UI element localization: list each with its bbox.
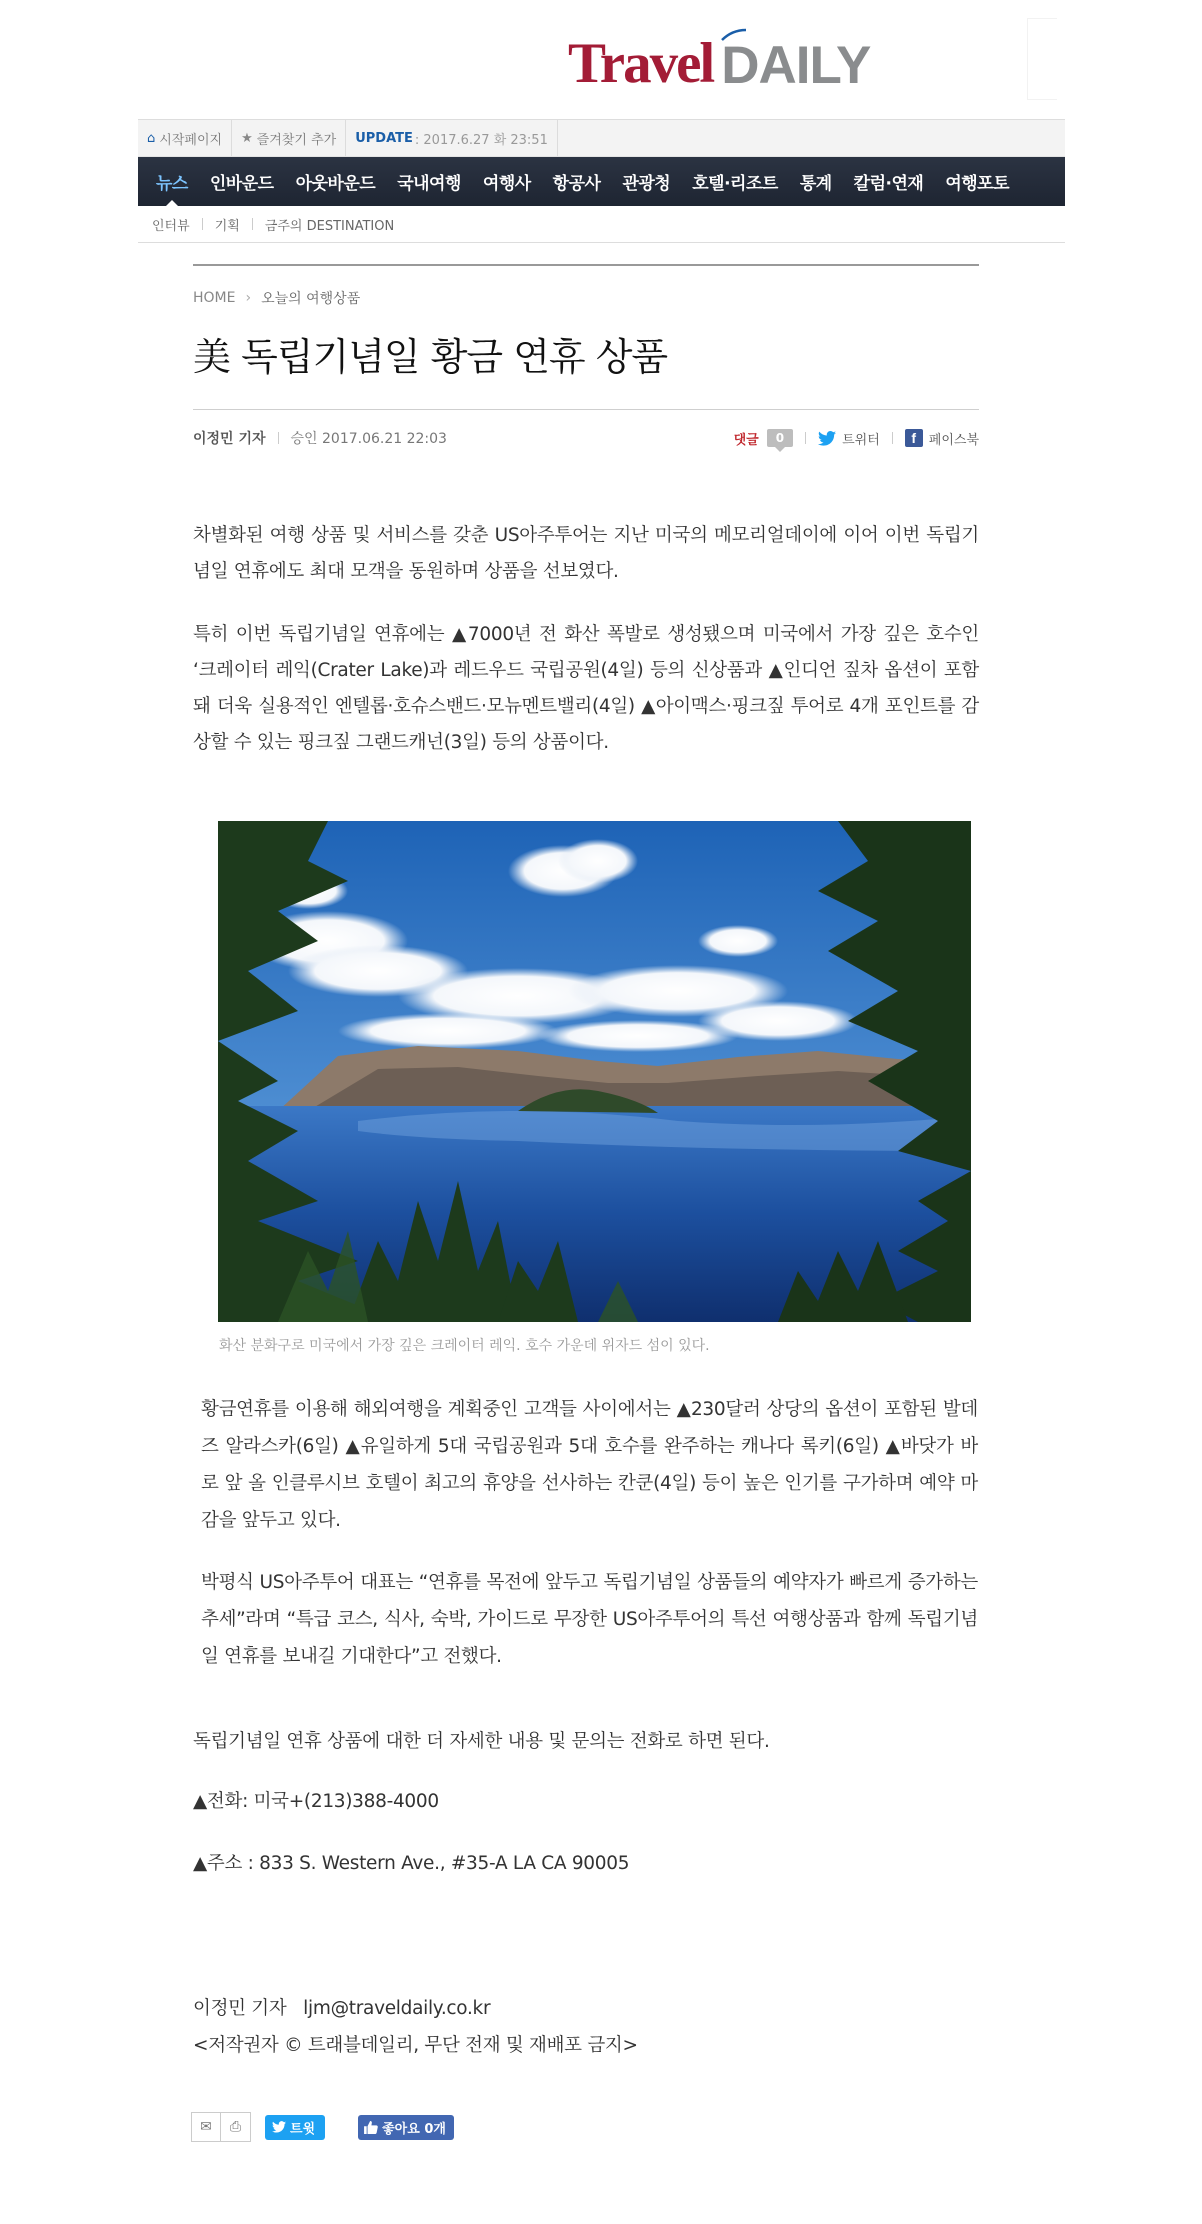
nav-item-inbound[interactable]: 인바운드	[209, 174, 274, 194]
logo-travel-text: Travel	[568, 32, 714, 95]
subnav-divider	[252, 218, 253, 230]
nav-item-outbound[interactable]: 아웃바운드	[295, 174, 376, 194]
subnav-item-feature[interactable]: 기획	[214, 218, 240, 234]
article-paragraph-5: 독립기념일 연휴 상품에 대한 더 자세한 내용 및 문의는 전화로 하면 된다.	[193, 1731, 770, 1752]
update-value: : 2017.6.27 화 23:51	[414, 132, 548, 148]
start-page-label: 시작페이지	[159, 132, 223, 148]
tweet-button[interactable]	[265, 2115, 325, 2140]
nav-item-news[interactable]: 뉴스	[145, 157, 199, 206]
article-meta	[193, 428, 447, 448]
breadcrumb	[193, 288, 360, 308]
article-paragraph-2: 특히 이번 독립기념일 연휴에는 ▲7000년 전 화산 폭발로 생성됐으며 미국에서 가장 깊은 호수인 ‘크레이터 레익(Crater Lake)과 레드우드 국립공원(4일) 등의 신상품과 ▲인디언 짚차 옵션이 포함돼 더욱 실용적인 엔텔롭·호슈스밴드·모뉴멘트밸리(4일) ▲아이맥스·핑크짚 투어로 4개 포인트를 감상할 수 있는 핑크짚 그랜드캐넌(3일) 등의 상품이다.	[193, 624, 979, 753]
chevron-right-icon: ›	[245, 290, 252, 306]
twitter-share-link[interactable]	[818, 429, 880, 448]
byline: 이정민 기자 ljm@traveldaily.co.kr	[193, 1998, 491, 2019]
nav-item-statistics[interactable]: 통계	[799, 174, 832, 194]
main-nav	[138, 157, 1065, 206]
facebook-label: 페이스북	[928, 432, 979, 448]
email-icon: ✉	[200, 2119, 212, 2135]
facebook-share-link[interactable]	[905, 429, 979, 448]
twitter-label: 트위터	[842, 432, 880, 448]
comment-count-badge: 0	[767, 429, 793, 447]
facebook-icon: f	[905, 429, 923, 447]
nav-item-travel-photo[interactable]: 여행포토	[945, 174, 1010, 194]
star-icon: ★	[241, 130, 253, 146]
nav-item-column[interactable]: 칼럼·연재	[853, 174, 924, 194]
nav-item-airline[interactable]: 항공사	[552, 174, 601, 194]
twitter-bird-icon	[272, 2121, 286, 2133]
breadcrumb-category[interactable]: 오늘의 여행상품	[261, 291, 361, 307]
thumbs-up-icon	[364, 2121, 378, 2134]
share-divider	[892, 432, 893, 444]
start-page-link[interactable]	[138, 120, 232, 156]
share-divider	[805, 432, 806, 444]
sub-nav	[138, 206, 1065, 243]
bookmark-label: 즐겨찾기 추가	[256, 132, 337, 148]
twitter-icon	[818, 431, 836, 446]
contact-address: ▲주소 : 833 S. Western Ave., #35-A LA CA 90005	[193, 1853, 630, 1874]
nav-item-tourism-board[interactable]: 관광청	[622, 174, 671, 194]
article-title: 美 독립기념일 황금 연휴 상품	[193, 335, 668, 379]
site-logo[interactable]	[568, 28, 871, 95]
nav-item-hotel-resort[interactable]: 호텔·리조트	[692, 174, 778, 194]
article-paragraph-4: 박평식 US아주투어 대표는 “연휴를 목전에 앞두고 독립기념일 상품들의 예약자가 빠르게 증가하는 추세”라며 “특급 코스, 식사, 숙박, 가이드로 무장한 US아주투어의 특선 여행상품과 함께 독립기념일 연휴를 보내길 기대한다”고 전했다.	[201, 1572, 978, 1667]
print-icon: ⎙	[229, 2119, 242, 2135]
like-label: 좋아요 0개	[382, 2121, 446, 2137]
facebook-like-button[interactable]	[358, 2115, 454, 2140]
approved-date: 승인 2017.06.21 22:03	[290, 431, 447, 447]
update-info	[346, 120, 558, 156]
nav-item-travel-agency[interactable]: 여행사	[482, 174, 531, 194]
article-title-rule	[193, 409, 979, 410]
bookmark-link[interactable]	[232, 120, 346, 156]
logo-daily-text: DAILY	[721, 36, 871, 95]
print-button[interactable]	[221, 2112, 251, 2142]
article-top-rule	[193, 264, 979, 266]
copyright-notice: <저작권자 © 트래블데일리, 무단 전재 및 재배포 금지>	[193, 2035, 638, 2056]
nav-item-domestic[interactable]: 국내여행	[397, 174, 461, 194]
share-bar	[700, 424, 979, 452]
meta-divider	[278, 432, 279, 444]
article-paragraph-3: 황금연휴를 이용해 해외여행을 계획중인 고객들 사이에서는 ▲230달러 상당의 옵션이 포함된 발데즈 알라스카(6일) ▲유일하게 5대 국립공원과 5대 호수를 완주하는 캐나다 록키(6일) ▲바닷가 바로 앞 올 인클루시브 호텔이 최고의 휴양을 선사하는 칸쿤(4일) 등이 높은 인기를 구가하며 예약 마감을 앞두고 있다.	[201, 1399, 978, 1531]
email-button[interactable]	[191, 2112, 221, 2142]
author-name: 이정민 기자	[193, 431, 266, 447]
subnav-item-interview[interactable]: 인터뷰	[152, 218, 190, 234]
update-label: UPDATE	[355, 130, 413, 146]
tweet-label: 트윗	[290, 2121, 316, 2137]
article-photo	[218, 821, 971, 1322]
article-paragraph-1: 차별화된 여행 상품 및 서비스를 갖춘 US아주투어는 지난 미국의 메모리얼데이에 이어 이번 독립기념일 연휴에도 최대 모객을 동원하며 상품을 선보였다.	[193, 525, 979, 582]
contact-phone: ▲전화: 미국+(213)388-4000	[193, 1791, 439, 1812]
article-tools	[191, 2112, 454, 2142]
util-bar	[138, 119, 1065, 157]
crater-lake-image	[218, 821, 971, 1322]
subnav-item-destination[interactable]: 금주의 DESTINATION	[264, 218, 395, 234]
logo-swoosh-icon	[720, 28, 748, 42]
comment-link[interactable]	[734, 429, 793, 448]
home-icon: ⌂	[147, 130, 156, 146]
breadcrumb-home[interactable]: HOME	[193, 290, 236, 306]
comment-label: 댓글	[733, 432, 759, 448]
header-banner-slot	[1027, 18, 1057, 100]
photo-caption: 화산 분화구로 미국에서 가장 깊은 크레이터 레익. 호수 가운데 위자드 섬이 있다.	[219, 1338, 710, 1354]
subnav-divider	[202, 218, 203, 230]
